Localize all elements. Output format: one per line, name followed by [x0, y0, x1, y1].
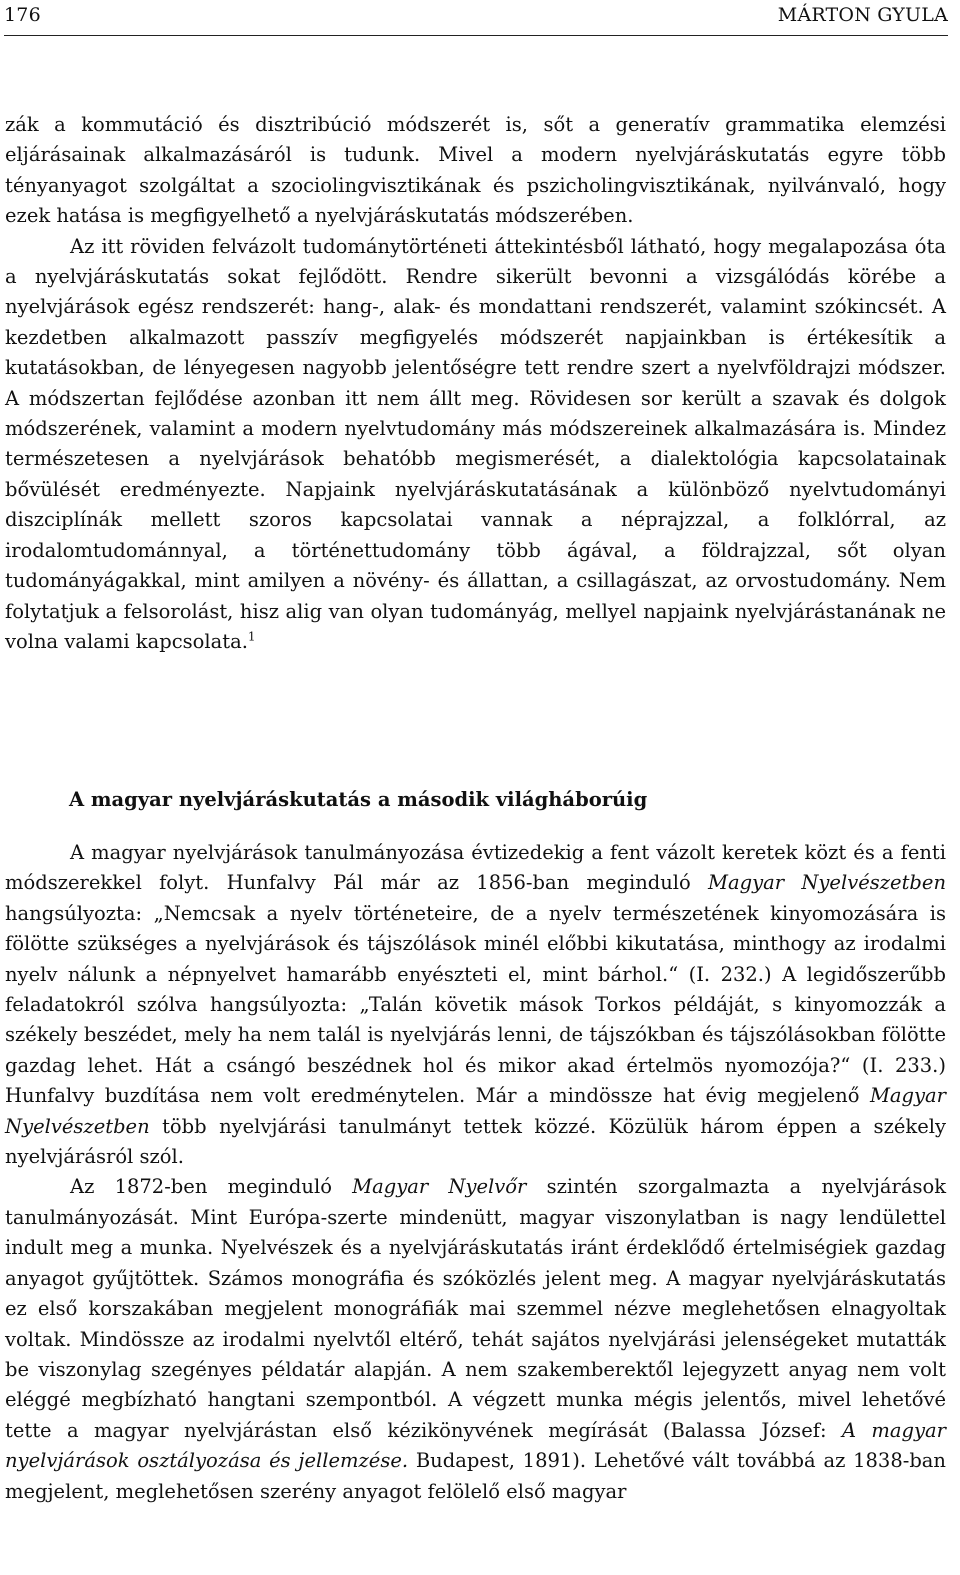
- section-intro: [5, 110, 946, 657]
- text-run: Az 1872-ben meginduló: [70, 1175, 353, 1199]
- italic-title: A magyar nyelvjárások osztályozása és jellemzése.: [5, 1418, 946, 1473]
- italic-title: Magyar Nyelvőr: [352, 1175, 527, 1199]
- section-heading: A magyar nyelvjáráskutatás a második világháborúig: [69, 788, 648, 811]
- body-paragraph-text: Az itt röviden felvázolt tudománytörténeti áttekintésből látható, hogy megalapozása óta a nyelvjáráskutatás sokat fejlődött. Rendre sikerült bevonni a vizsgálódás körébe a nyelvjárások egész rendszerét: hang-, alak- és mondattani rendszerét, valamint szókincsét. A kezdetben alkalmazott passzív megfigyelés módszerét napjainkban is értékesítik a kutatásokban, de lényegesen nagyobb jelentőségre tett rendre szert a nyelvföldrajzi módszer. A módszertan fejlődése azonban itt nem állt meg. Rövidesen sor került a szavak és dolgok módszerének, valamint a modern nyelvtudomány más módszereinek alkalmazására is. Mindez természetesen a nyelvjárások behatóbb megismerését, a dialektológia kapcsolatainak bővülését eredményezte. Napjaink nyelvjáráskutatásának a különböző nyelvtudományi diszciplínák mellett szoros kapcsolatai vannak a néprajzzal, a folklórral, az irodalomtudománnyal, a történettudomány több ágával, a földrajzzal, sőt olyan tudományágakkal, mint amilyen a növény- és állattan, a csillagászat, az orvostudomány. Nem folytatjuk a felsorolást, hisz alig van olyan tudományág, mellyel napjaink nyelvjárástanának ne volna valami kapcsolata.: [5, 234, 946, 653]
- page-number: 176: [4, 4, 41, 26]
- footnote-reference[interactable]: 1: [247, 629, 256, 644]
- body-paragraph: [5, 1172, 946, 1506]
- text-run: hangsúlyozta: „Nemcsak a nyelv történeteire, de a nyelv természetének kinyomozására is fölötte szükséges a nyelvjárások és tájszólások minél előbbi kikutatása, minthogy az irodalmi nyelv nálunk a népnyelvet hamarább enyészteti el, mint bárhol.“ (I. 232.) A legidőszerűbb feladatokról szólva hangsúlyozta: „Talán követik mások Torkos példáját, s kinyomozzák a székely beszédet, mely ha nem talál is nyelvjárás lenni, de tájszókban és tájszólásokban fölötte gazdag lehet. Hát a csángó beszédnek hol és mikor akad értelmös nyomozója?“ (I. 233.) Hunfalvy buzdítása nem volt eredménytelen. Már a mindössze hat évig megjelenő: [5, 901, 946, 1108]
- text-run: A magyar nyelvjárások tanulmányozása évtizedekig a fent vázolt keretek közt és a fenti módszerekkel folyt. Hunfalvy Pál már az 1856-ban meginduló: [5, 841, 946, 895]
- header-rule: [4, 35, 948, 36]
- italic-title: Magyar Nyelvészetben: [5, 1084, 946, 1138]
- body-paragraph: [5, 232, 946, 658]
- text-run: Budapest, 1891). Lehetővé vált továbbá az 1838-ban megjelent, meglehetősen szerény anyagot felölelő első magyar: [5, 1449, 946, 1503]
- section-body: [5, 838, 946, 1507]
- italic-title: Magyar Nyelvészetben: [708, 871, 946, 895]
- body-paragraph: zák a kommutáció és disztribúció módszerét is, sőt a generatív grammatika elemzési eljárásainak alkalmazásáról is tudunk. Mivel a modern nyelvjáráskutatás egyre több tényanyagot szolgáltat a szociolingvisztikának és pszicholingvisztikának, nyilvánvaló, hogy ezek hatása is megfigyelhető a nyelvjáráskutatás módszerében.: [5, 113, 946, 228]
- text-run: szintén szorgalmazta a nyelvjárások tanulmányozását. Mint Európa-szerte mindenütt, magyar viszonylatban is nagy lendülettel indult meg a munka. Nyelvészek és a nyelvjáráskutatás iránt érdeklődő értelmiségiek gazdag anyagot gyűjtöttek. Számos monográfia és szóközlés jelent meg. A magyar nyelvjáráskutatás ez első korszakában megjelent monográfiák mai szemmel nézve meglehetősen elnagyoltak voltak. Mindössze az irodalmi nyelvtől eltérő, tehát sajátos nyelvjárási jelenségeket mutatták be viszonylag szegényes példatár alapján. A nem szakemberektől lejegyzett anyag nem volt eléggé megbízható hangtani szempontból. A végzett munka mégis jelentős, mivel lehetővé tette a magyar nyelvjárástan első kézikönyvének megírását (Balassa József:: [5, 1175, 947, 1442]
- body-paragraph: [5, 838, 946, 1172]
- running-header: [4, 2, 948, 28]
- running-title: MÁRTON GYULA: [777, 4, 948, 26]
- text-run: több nyelvjárási tanulmányt tettek közzé. Közülük három éppen a székely nyelvjárásról szól.: [5, 1114, 946, 1169]
